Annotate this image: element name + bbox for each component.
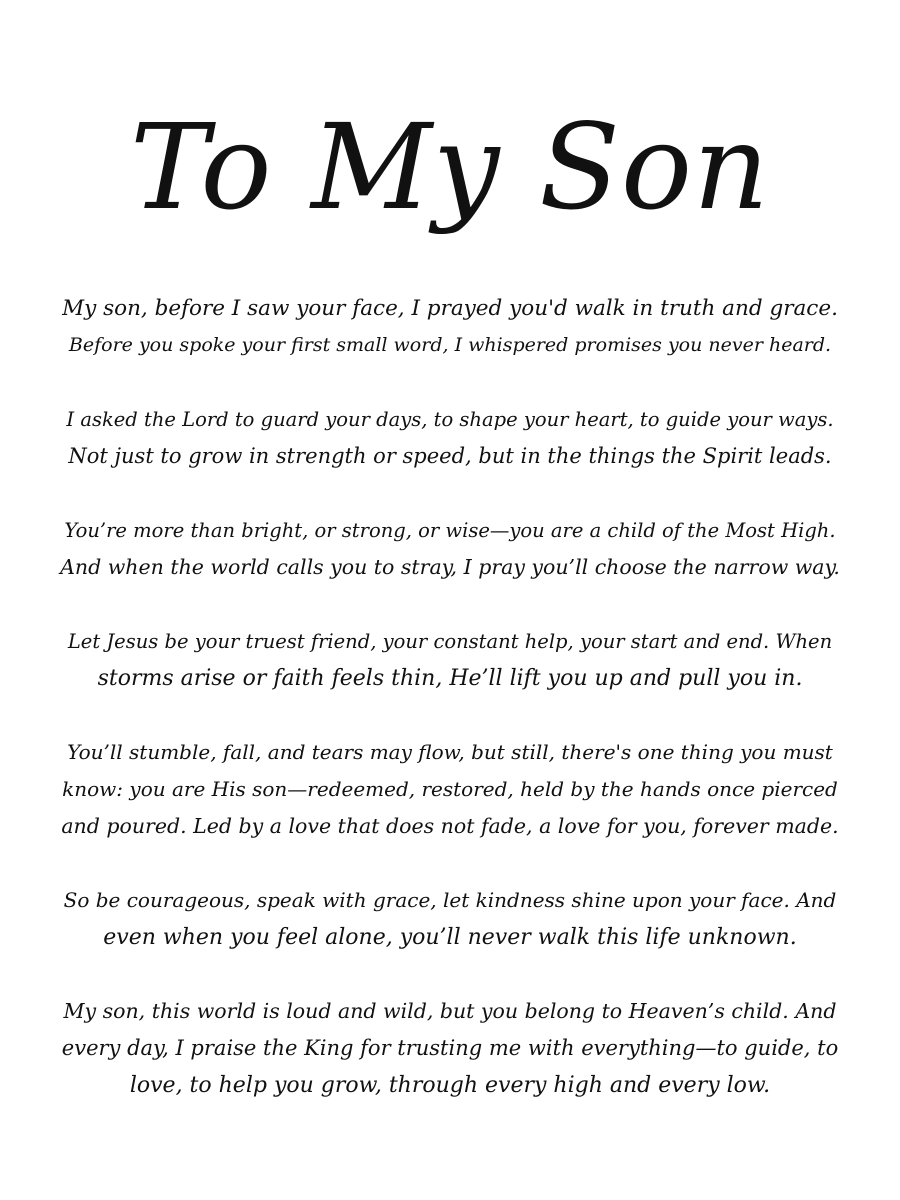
poem-line: Before you spoke your first small word, I whispered promises you never heard. — [68, 334, 832, 356]
poem-line: love, to help you grow, through every high and every low. — [129, 1073, 771, 1098]
poem-body — [60, 290, 840, 1104]
poem-line: know: you are His son—redeemed, restored, held by the hands once pierced — [62, 777, 838, 801]
stanza-4 — [60, 623, 840, 697]
poem-line: Not just to grow in strength or speed, but in the things the Spirit leads. — [68, 444, 832, 468]
poem-line: and poured. Led by a love that does not fade, a love for you, forever made. — [61, 814, 839, 838]
stanza-7 — [60, 993, 840, 1104]
poem-line: storms arise or faith feels thin, He’ll lift you up and pull you in. — [97, 666, 803, 691]
stanza-5 — [60, 734, 840, 845]
poem-line: You’ll stumble, fall, and tears may flow, but still, there's one thing you must — [67, 740, 833, 764]
poem-line: So be courageous, speak with grace, let kindness shine upon your face. And — [63, 888, 837, 912]
poem-line: My son, before I saw your face, I prayed you'd walk in truth and grace. — [62, 296, 838, 321]
poem-line: I asked the Lord to guard your days, to shape your heart, to guide your ways. — [66, 408, 834, 431]
poem-line: And when the world calls you to stray, I pray you’ll choose the narrow way. — [60, 555, 840, 579]
poem-line: even when you feel alone, you’ll never walk this life unknown. — [103, 925, 797, 950]
poem-line: every day, I praise the King for trusting me with everything—to guide, to — [61, 1036, 839, 1060]
poem-line: You’re more than bright, or strong, or wise—you are a child of the Most High. — [64, 519, 836, 542]
stanza-6 — [60, 882, 840, 956]
poem-title: To My Son — [130, 98, 770, 236]
stanza-1 — [60, 290, 840, 364]
poem-line: Let Jesus be your truest friend, your constant help, your start and end. When — [67, 630, 833, 653]
poem-line: My son, this world is loud and wild, but you belong to Heaven’s child. And — [63, 999, 837, 1023]
stanza-2 — [60, 401, 840, 475]
stanza-3 — [60, 512, 840, 586]
